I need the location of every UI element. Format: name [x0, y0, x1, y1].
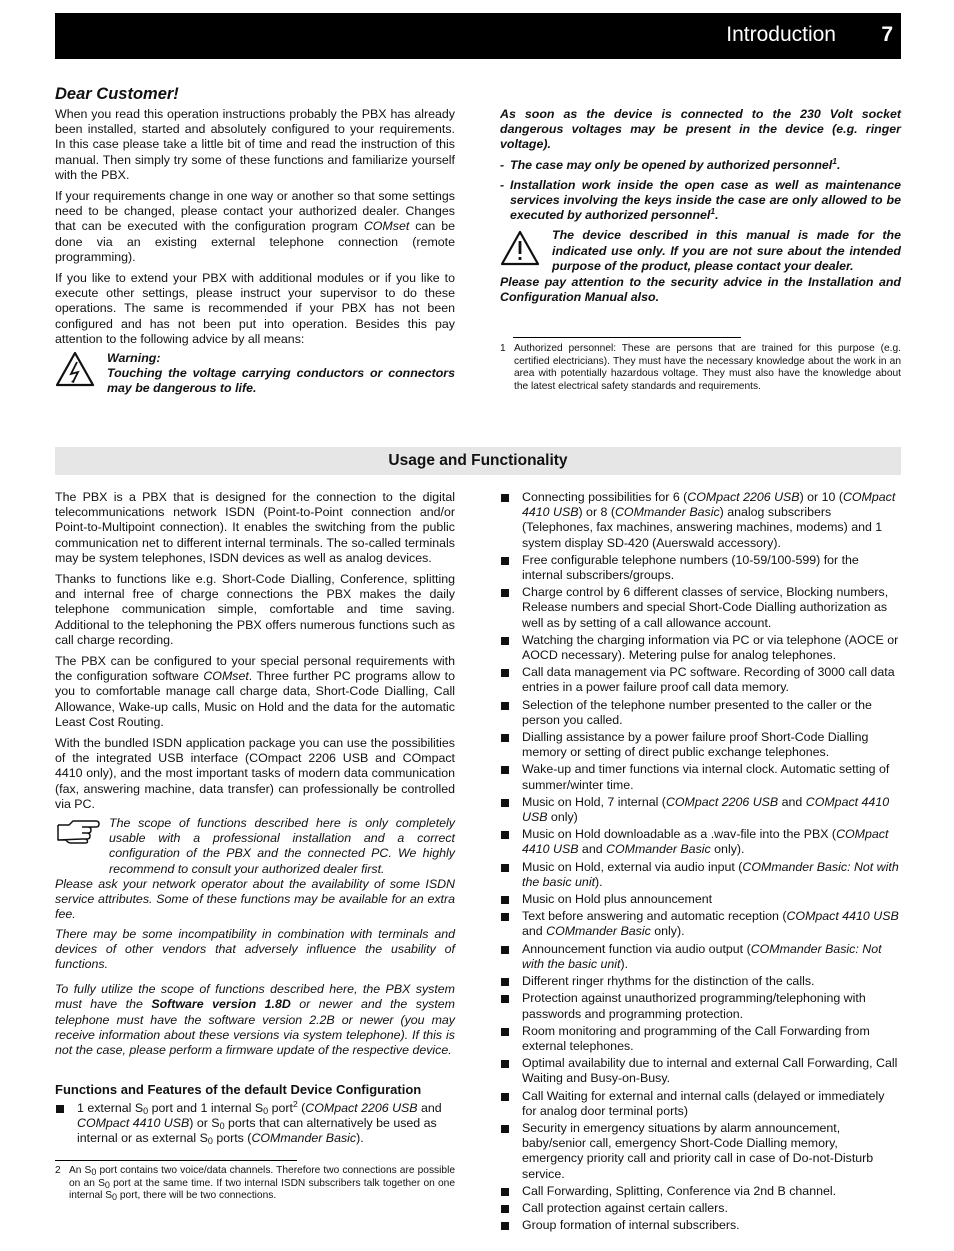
- note-block: [55, 816, 455, 877]
- note-text: The scope of functions described here is only completely usable with a professional installation and a correct configuration of the PBX and the connected PC. We highly recommend to consult your authorized dealer first.: [109, 816, 455, 876]
- feature-list-item: Connecting possibilities for 6 (COMpact 2206 USB) or 10 (COMpact 4410 USB) or 8 (COMmander Basic) analog subscribers (Telephones, fax machines, answering machines, modems) and 1 system display SD-420 (Auerswald accessory).: [500, 490, 901, 551]
- feature-list-item: Room monitoring and programming of the Call Forwarding from external telephones.: [500, 1024, 901, 1054]
- feature-list-item: Protection against unauthorized programming/telephoning with passwords and programming protection.: [500, 991, 901, 1021]
- bullet-square-icon: [500, 1218, 522, 1233]
- paragraph: When you read this operation instructions probably the PBX has already been installed, started and absolutely configured to your requirements. In this case please take a little bit of time and read the instruction of this manual. Then simply try some of these functions and familiarize yourself with the PBX.: [55, 107, 455, 182]
- feature-list-item: Free configurable telephone numbers (10-59/100-599) for the internal subscribers/groups.: [500, 553, 901, 583]
- page-header: [55, 13, 901, 59]
- list-item: 1 external $S_0$ port and 1 internal $S_0$ port$^2$ (COMpact 2206 USB and COMpact 4410 USB) or $S_0$ ports that can alternatively be used as internal or as external $S_0$ ports (COMmander Basic).: [55, 1101, 455, 1147]
- footnote-rule: [513, 337, 741, 338]
- paragraph: The PBX can be configured to your special personal requirements with the configuration software COMset. Three further PC programs allow to you to comfortable manage call charge data, Short-Code Dialling, Call Allowance, Wake-up calls, Music on Hold and the data for the automatic Least Cost Routing.: [55, 654, 455, 729]
- safety-section: [500, 107, 901, 305]
- usage-text-column: [55, 490, 455, 876]
- paragraph: If you like to extend your PBX with additional modules or if you like to execute other settings, please instruct your supervisor to do these operations. The same is recommended if your PBX has not been configured and has not been put into operation. Besides this pay attention to the following advice by all means:: [55, 271, 455, 346]
- bullet-square-icon: [500, 991, 522, 1021]
- warning-block: [55, 351, 455, 397]
- safety-list-item: - The case may only be opened by authorized personnel$^1$.: [500, 155, 841, 172]
- section-title: Dear Customer!: [55, 85, 179, 103]
- paragraph: Thanks to functions like e.g. Short-Code Dialling, Conference, splitting and internal free of charge connections the PBX makes the daily telephone communication simple, comfortable and time saving. Additional to the telephoning the PBX offers numerous functions such as call charge recording.: [55, 572, 455, 647]
- caution-block: [500, 228, 901, 274]
- bullet-square-icon: [500, 860, 522, 890]
- feature-list-item: Selection of the telephone number presented to the caller or the person you called.: [500, 698, 901, 728]
- feature-list-item: Call Forwarding, Splitting, Conference via 2nd B channel.: [500, 1184, 901, 1199]
- feature-list-item: Different ringer rhythms for the distinction of the calls.: [500, 974, 901, 989]
- bullet-square-icon: [55, 1101, 77, 1147]
- bullet-square-icon: [500, 942, 522, 972]
- feature-list-item: Group formation of internal subscribers.: [500, 1218, 901, 1233]
- bullet-square-icon: [500, 553, 522, 583]
- bullet-square-icon: [500, 974, 522, 989]
- feature-list-item: Security in emergency situations by alarm announcement, baby/senior call, emergency Short-Code Dialling memory, emergency priority call and priority call in case of Do-not-Disturb service.: [500, 1121, 901, 1182]
- feature-list-item: Music on Hold, external via audio input (COMmander Basic: Not with the basic unit).: [500, 860, 901, 890]
- safety-paragraph: As soon as the device is connected to the 230 Volt socket dangerous voltages may be present in the device (e.g. ringer voltage).: [500, 107, 901, 152]
- feature-list-item: Text before answering and automatic reception (COMpact 4410 USB and COMmander Basic only).: [500, 909, 901, 939]
- pointing-hand-icon: [55, 816, 109, 877]
- functions-section: [55, 1082, 455, 1149]
- bullet-square-icon: [500, 1121, 522, 1182]
- feature-list-item: Call data management via PC software. Recording of 3000 call data entries in a power failure proof call data memory.: [500, 665, 901, 695]
- features-list: [500, 490, 901, 1233]
- bullet-square-icon: [500, 730, 522, 760]
- bullet-square-icon: [500, 1056, 522, 1086]
- warning-label: Warning:: [107, 351, 161, 366]
- paragraph: With the bundled ISDN application package you can use the possibilities of the integrated USB interface (COmpact 2206 USB and COmpact 4410 only), and the most important tasks of modern data communication (fax, answering machine, data transfer) can professionally be controlled via PC.: [55, 736, 455, 811]
- feature-list-item: Optimal availability due to internal and external Call Forwarding, Call Waiting and Busy-on-Busy.: [500, 1056, 901, 1086]
- feature-list-item: Call protection against certain callers.: [500, 1201, 901, 1216]
- bullet-square-icon: [500, 909, 522, 939]
- footnote-2: 2 An $S_0$ port contains two voice/data channels. Therefore two connections are possible on an $S_0$ port at the same time. If two internal ISDN subscribers talk together on one internal $S_0$ port, there will be two connections.: [55, 1165, 456, 1203]
- bullet-square-icon: [500, 1024, 522, 1054]
- chapter-title: Introduction: [726, 23, 836, 46]
- feature-list-item: Charge control by 6 different classes of service, Blocking numbers, Release numbers and special Short-Code Dialling authorization as well as by setting of a call allowance account.: [500, 585, 901, 631]
- usage-section-title: Usage and Functionality: [55, 447, 901, 475]
- bullet-square-icon: [500, 762, 522, 792]
- safety-list-item: - Installation work inside the open case as well as maintenance services involving the keys inside the case are only allowed to be executed by authorized personnel$^1$.: [500, 177, 901, 223]
- dear-customer-section: [55, 84, 455, 397]
- caution-text: The device described in this manual is made for the indicated use only. If you are not sure about the intended purpose of the product, please contact your dealer.: [552, 228, 901, 273]
- feature-list-item: Music on Hold downloadable as a .wav-file into the PBX (COMpact 4410 USB and COMmander Basic only).: [500, 827, 901, 857]
- note-text: There may be some incompatibility in combination with terminals and devices of other vendors that adversely influence the usability of functions.: [55, 926, 455, 972]
- bullet-square-icon: [500, 633, 522, 663]
- usage-notes: [55, 877, 455, 1064]
- feature-list-item: Watching the charging information via PC or via telephone (AOCE or AOCD necessary). Metering pulse for analog telephones.: [500, 633, 901, 663]
- bullet-square-icon: [500, 665, 522, 695]
- feature-list-item: Music on Hold plus announcement: [500, 892, 901, 907]
- feature-list-item: Music on Hold, 7 internal (COMpact 2206 USB and COMpact 4410 USB only): [500, 795, 901, 825]
- feature-list-item: Announcement function via audio output (COMmander Basic: Not with the basic unit).: [500, 942, 901, 972]
- features-list-column: [500, 490, 901, 1235]
- bullet-square-icon: [500, 1184, 522, 1199]
- footnote-1: 1 Authorized personnel: These are persons that are trained for this purpose (e.g. certified electricians). They must have the necessary knowledge about the work in an area with potentially hazardous voltage. They must also have the knowledge about the latest electrical safety standards and requirements.: [500, 343, 901, 392]
- bullet-square-icon: [500, 827, 522, 857]
- bullet-square-icon: [500, 892, 522, 907]
- note-text: Please ask your network operator about the availability of some ISDN service attributes. Some of these functions may be available for an extra fee.: [55, 877, 455, 922]
- functions-title: Functions and Features of the default Device Configuration: [55, 1082, 422, 1097]
- bullet-square-icon: [500, 1089, 522, 1119]
- high-voltage-warning-icon: [55, 351, 107, 397]
- feature-list-item: Call Waiting for external and internal calls (delayed or immediately for analog door terminal ports): [500, 1089, 901, 1119]
- paragraph: The PBX is a PBX that is designed for the connection to the digital telecommunications network ISDN (Point-to-Point connection and/or Point-to-Multipoint connection). It enables the switching from the public communication net to different internal terminals. The so-called terminals may be system telephones, ISDN devices as well as analog devices.: [55, 490, 455, 565]
- paragraph: If your requirements change in one way or another so that some settings need to be changed, please contact your authorized dealer. Changes that can be executed with the configuration program COMset can be done via an existing external telephone connection (remote programming).: [55, 189, 455, 264]
- safety-paragraph: Please pay attention to the security advice in the Installation and Configuration Manual also.: [500, 275, 901, 305]
- bullet-square-icon: [500, 585, 522, 631]
- note-text: To fully utilize the scope of functions described here, the PBX system must have the Software version 1.8D or newer and the system telephone must have the software version 2.2B or newer (you may receive information about these versions via system telephone). If this is not the case, please perform a firmware update of the respective device.: [55, 982, 455, 1058]
- bullet-square-icon: [500, 698, 522, 728]
- feature-list-item: Wake-up and timer functions via internal clock. Automatic setting of summer/winter time.: [500, 762, 901, 792]
- bullet-square-icon: [500, 1201, 522, 1216]
- bullet-square-icon: [500, 795, 522, 825]
- page-number: 7: [881, 23, 893, 46]
- caution-icon: [500, 228, 552, 274]
- bullet-square-icon: [500, 490, 522, 551]
- feature-list-item: Dialling assistance by a power failure proof Short-Code Dialling memory or setting of direct public exchange telephones.: [500, 730, 901, 760]
- footnote-rule: [55, 1160, 297, 1161]
- warning-text: Touching the voltage carrying conductors or connectors may be dangerous to life.: [107, 366, 455, 396]
